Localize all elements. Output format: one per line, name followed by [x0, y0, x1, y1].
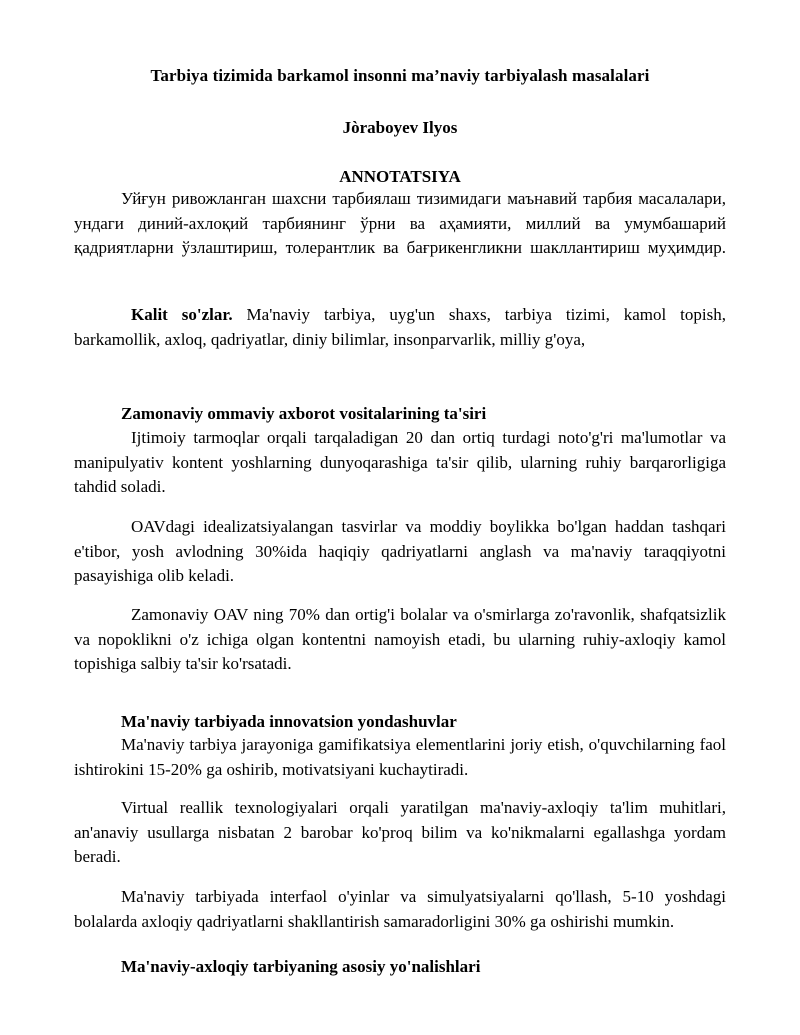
paragraph-text: OAVdagi idealizatsiyalangan tasvirlar va moddiy boylikka bo'lgan haddan tashqari e'tibor, yosh avlodning 30%ida haqiqiy qadriyatlarni anglash va ma'naviy taraqqiyotni pasayishiga olib keladi.	[74, 517, 726, 585]
keywords-line	[74, 303, 726, 352]
section-heading: Ma'naviy tarbiyada innovatsion yondashuvlar	[121, 712, 457, 731]
section-paragraph	[74, 733, 726, 782]
paragraph-text: Virtual reallik texnologiyalari orqali yaratilgan ma'naviy-axloqiy ta'lim muhitlari, an'anaviy usullarga nisbatan 2 barobar ko'proq bilim va ko'nikmalarni egallashga yordam beradi.	[74, 798, 726, 866]
section-heading: Ma'naviy-axloqiy tarbiyaning asosiy yo'nalishlari	[121, 957, 481, 976]
annotation-text: Уйғун ривожланган шахсни тарбиялаш тизимидаги маънавий тарбия масалалари, ундаги диний-ахлоқий тарбиянинг ўрни ва аҳамияти, миллий ва умумбашарий қадриятларни ўзлаштириш, толерантлик ва бағрикенгликни шакллантириш муҳимдир.	[74, 189, 726, 257]
section-paragraph	[74, 796, 726, 870]
annotation-heading: ANNOTATSIYA	[339, 167, 461, 186]
section-heading: Zamonaviy ommaviy axborot vositalarining ta'siri	[121, 404, 487, 423]
section-paragraph	[74, 603, 726, 677]
document-title: Tarbiya tizimida barkamol insonni ma’naviy tarbiyalash masalalari	[150, 66, 650, 85]
author-name: Jòraboyev Ilyos	[342, 118, 458, 137]
paragraph-text: Ijtimoiy tarmoqlar orqali tarqaladigan 20 dan ortiq turdagi noto'g'ri ma'lumotlar va manipulyativ kontent yoshlarning dunyoqarashiga ta'sir qilib, ularning ruhiy barqarorligiga tahdid soladi.	[74, 428, 726, 496]
keywords-paragraph	[74, 303, 726, 352]
section-paragraph	[74, 885, 726, 934]
paragraph-text: Zamonaviy OAV ning 70% dan ortig'i bolalar va o'smirlarga zo'ravonlik, shafqatsizlik va nopoklikni o'z ichiga olgan kontentni namoyish etadi, bu ularning ruhiy-axloqiy kamol topishiga salbiy ta'sir ko'rsatadi.	[74, 605, 726, 673]
annotation-paragraph	[74, 187, 726, 261]
keywords-label: Kalit so'zlar.	[131, 305, 233, 324]
section-paragraph	[74, 515, 726, 589]
paragraph-text: Ma'naviy tarbiyada interfaol o'yinlar va simulyatsiyalarni qo'llash, 5-10 yoshdagi bolalarda axloqiy qadriyatlarni shakllantirish samaradorligini 30% ga oshirishi mumkin.	[74, 887, 726, 931]
keywords-text: Ma'naviy tarbiya, uyg'un shaxs, tarbiya tizimi, kamol topish, barkamollik, axloq, qadriyatlar, diniy bilimlar, insonparvarlik, milliy g'oya,	[74, 305, 726, 349]
section-paragraph	[74, 426, 726, 500]
paragraph-text: Ma'naviy tarbiya jarayoniga gamifikatsiya elementlarini joriy etish, o'quvchilarning faol ishtirokini 15-20% ga oshirib, motivatsiyani kuchaytiradi.	[74, 735, 726, 779]
